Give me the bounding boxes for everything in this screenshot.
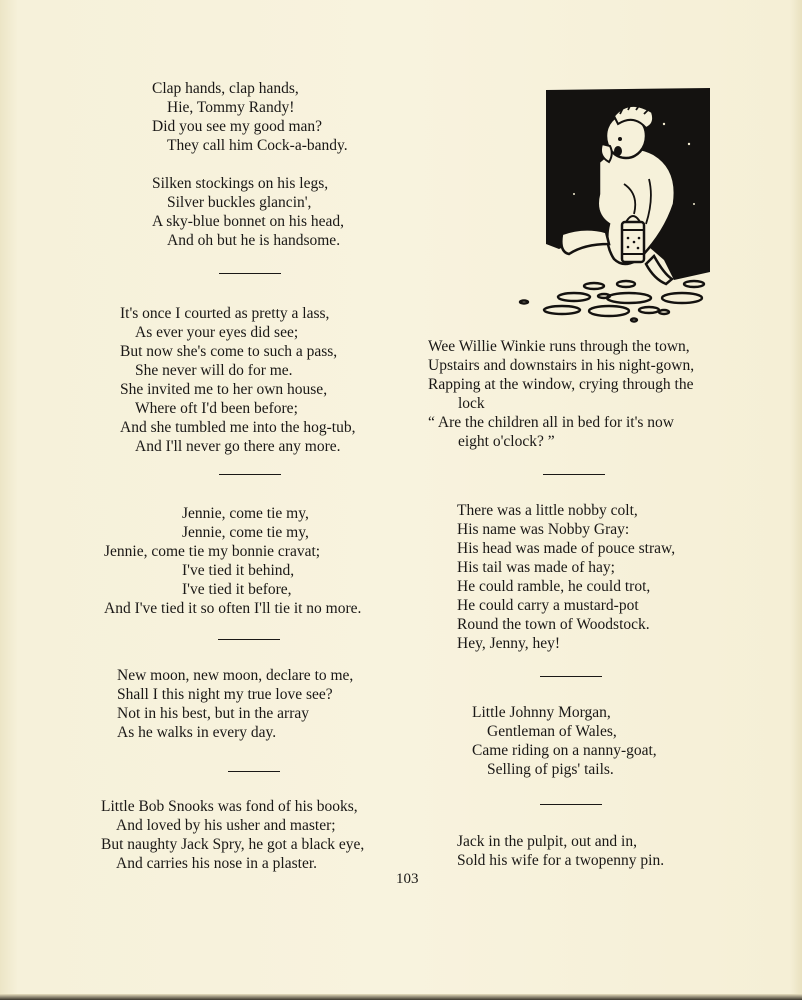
poem-line: And carries his nose in a plaster. — [116, 855, 318, 872]
poem-line: Clap hands, clap hands, — [152, 80, 299, 97]
poem-line: I've tied it before, — [182, 581, 292, 598]
poem-line: Came riding on a nanny-goat, — [472, 742, 657, 759]
page-bottom-edge — [0, 994, 802, 1000]
section-divider — [218, 639, 280, 640]
poem-clap-hands — [152, 79, 348, 250]
page-number: 103 — [396, 871, 419, 887]
poem-line: Hie, Tommy Randy! — [167, 99, 295, 116]
poem-line: There was a little nobby colt, — [457, 502, 638, 519]
poem-line: They call him Cock-a-bandy. — [167, 137, 348, 154]
poem-line: His tail was made of hay; — [457, 559, 615, 576]
poem-line: Jennie, come tie my bonnie cravat; — [104, 543, 321, 560]
poem-jack-pulpit — [457, 832, 664, 870]
poem-line: It's once I courted as pretty a lass, — [120, 305, 330, 322]
poem-line: She never will do for me. — [135, 362, 293, 379]
poem-line: Rapping at the window, crying through the — [428, 376, 694, 393]
section-divider — [219, 273, 281, 274]
poem-line: But now she's come to such a pass, — [120, 343, 338, 360]
poem-line: And oh but he is handsome. — [167, 232, 341, 249]
poem-line: Jennie, come tie my, — [182, 524, 309, 541]
poem-line — [152, 155, 348, 174]
poem-line: eight o'clock? ” — [458, 433, 555, 450]
poem-line: lock — [458, 395, 485, 412]
poem-line: And I'll never go there any more. — [135, 438, 341, 455]
poem-line: Shall I this night my true love see? — [117, 686, 333, 703]
poem-line: As ever your eyes did see; — [135, 324, 299, 341]
poem-line: He could ramble, he could trot, — [457, 578, 651, 595]
poem-line: “ Are the children all in bed for it's now — [428, 414, 674, 431]
poem-line: Sold his wife for a twopenny pin. — [457, 852, 665, 869]
poem-line: Round the town of Woodstock. — [457, 616, 650, 633]
poem-new-moon — [117, 666, 353, 742]
section-divider — [540, 676, 602, 677]
poem-line: Gentleman of Wales, — [487, 723, 617, 740]
poem-nobby-colt — [457, 501, 675, 653]
poem-jennie — [104, 504, 361, 618]
poem-bob-snooks — [101, 797, 364, 873]
poem-line: New moon, new moon, declare to me, — [117, 667, 354, 684]
section-divider — [219, 474, 281, 475]
poem-line: Upstairs and downstairs in his night-gown, — [428, 357, 695, 374]
poem-line: Jennie, come tie my, — [182, 505, 309, 522]
poem-line: Where oft I'd been before; — [135, 400, 298, 417]
poem-line: Little Bob Snooks was fond of his books, — [101, 798, 358, 815]
poem-line: Little Johnny Morgan, — [472, 704, 611, 721]
poem-line: His head was made of pouce straw, — [457, 540, 676, 557]
poem-line: Jack in the pulpit, out and in, — [457, 833, 637, 850]
poem-line: And I've tied it so often I'll tie it no more. — [104, 600, 362, 617]
poem-line: He could carry a mustard-pot — [457, 597, 639, 614]
poem-line: Not in his best, but in the array — [117, 705, 309, 722]
poem-line: And she tumbled me into the hog-tub, — [120, 419, 356, 436]
section-divider — [228, 771, 280, 772]
section-divider — [543, 474, 605, 475]
poem-line: As he walks in every day. — [117, 724, 277, 741]
poem-willie-winkie — [428, 337, 694, 451]
poem-line: Silver buckles glancin', — [167, 194, 312, 211]
poem-line: But naughty Jack Spry, he got a black eye, — [101, 836, 365, 853]
section-divider — [540, 804, 602, 805]
poem-line: And loved by his usher and master; — [116, 817, 336, 834]
poem-line: Silken stockings on his legs, — [152, 175, 329, 192]
poem-line: His name was Nobby Gray: — [457, 521, 630, 538]
poem-line: Hey, Jenny, hey! — [457, 635, 561, 652]
poem-line: Wee Willie Winkie runs through the town, — [428, 338, 690, 355]
poem-line: I've tied it behind, — [182, 562, 295, 579]
poem-line: A sky-blue bonnet on his head, — [152, 213, 345, 230]
poem-johnny-morgan — [472, 703, 657, 779]
poem-line: She invited me to her own house, — [120, 381, 328, 398]
poem-courted — [120, 304, 355, 456]
poem-line: Selling of pigs' tails. — [487, 761, 614, 778]
wee-willie-winkie-illustration — [514, 84, 714, 326]
poem-line: Did you see my good man? — [152, 118, 323, 135]
